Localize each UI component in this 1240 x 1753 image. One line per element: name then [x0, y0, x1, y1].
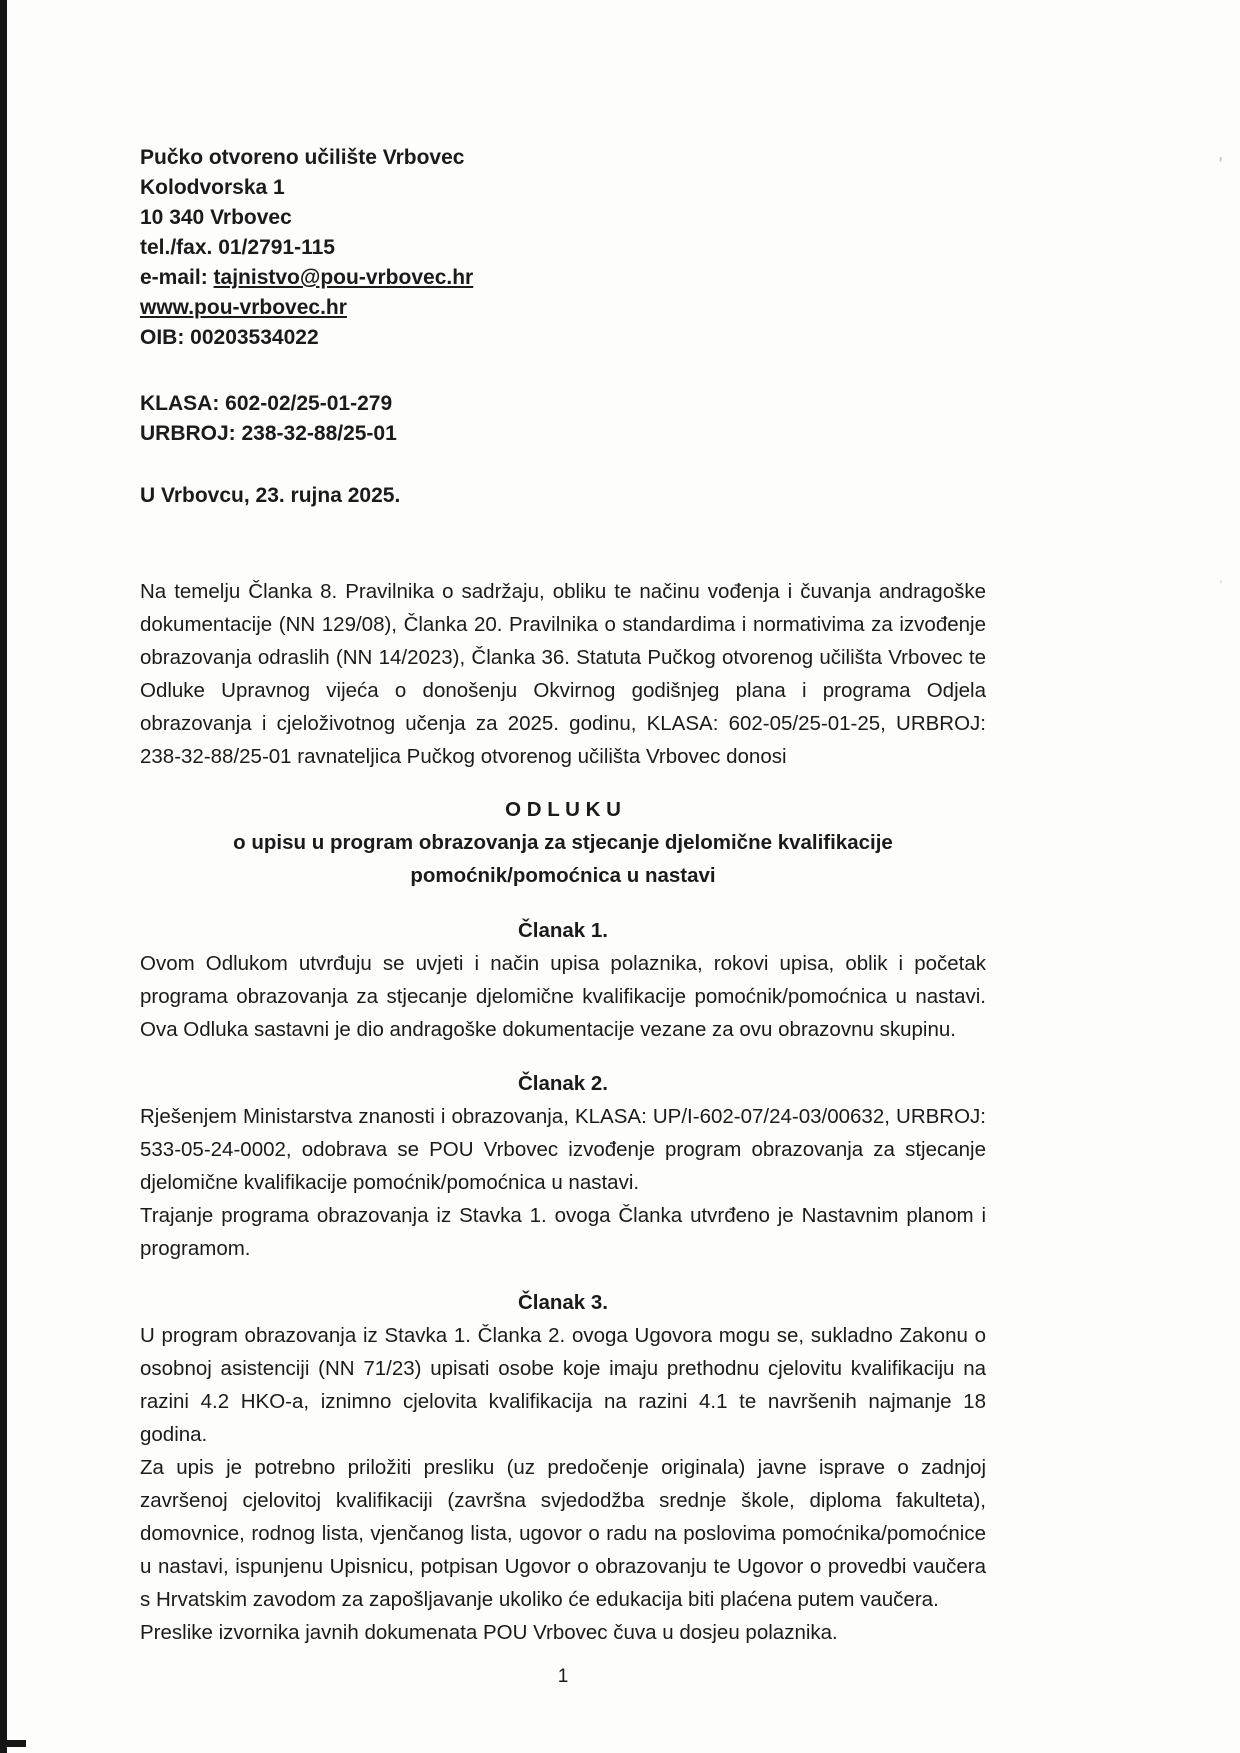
letterhead-city: 10 340 Vrbovec [140, 206, 292, 229]
scan-edge-foot-artifact [6, 1740, 26, 1747]
decision-subtitle-line1: o upisu u program obrazovanja za stjecanje djelomične kvalifikacije [233, 831, 893, 854]
preamble-paragraph: Na temelju Članka 8. Pravilnika o sadržaju, obliku te načinu vođenja i čuvanja andragoške dokumentacije (NN 129/08), Članka 20. Pravilnika o standardima i normativima za izvođenje obrazovanja odraslih (NN 14/2023), Članka 36. Statuta Pučkog otvorenog učilišta Vrbovec te Odluke Upravnog vijeća o donošenju Okvirnog godišnjeg plana i programa Odjela obrazovanja i cjeloživotnog učenja za 2025. godinu, KLASA: 602-05/25-01-25, URBROJ: 238-32-88/25-01 ravnateljica Pučkog otvorenog učilišta Vrbovec donosi [140, 580, 986, 768]
scan-speck: ' [1216, 153, 1224, 177]
letterhead-street: Kolodvorska 1 [140, 176, 285, 199]
article-1-paragraph: Ovom Odlukom utvrđuju se uvjeti i način upisa polaznika, rokovi upisa, oblik i početak programa obrazovanja za stjecanje djelomične kvalifikacije pomoćnik/pomoćnica u nastavi. Ova Odluka sastavni je dio andragoške dokumentacije vezane za ovu obrazovnu skupinu. [140, 952, 986, 1041]
article-3-paragraph: Za upis je potrebno priložiti presliku (uz predočenje originala) javne isprave o zadnjoj završenoj cjelovitoj kvalifikaciji (završna svjedodžba srednje škole, diploma fakulteta), domovnice, rodnog lista, vjenčanog lista, ugovor o radu na poslovima pomoćnika/pomoćnice u nastavi, ispunjenu Upisnicu, potpisan Ugovor o obrazovanju te Ugovor o provedbi vaučera s Hrvatskim zavodom za zapošljavanje ukoliko će edukacija biti plaćena putem vaučera. [140, 1456, 986, 1611]
letterhead-phone: tel./fax. 01/2791-115 [140, 236, 335, 259]
klasa-number: KLASA: 602-02/25-01-279 [140, 392, 393, 415]
letterhead-oib: OIB: 00203534022 [140, 326, 319, 349]
decision-title: O D L U K U [505, 798, 621, 821]
letterhead-email-line [140, 263, 986, 293]
article-3-paragraph: U program obrazovanja iz Stavka 1. Članka 2. ovoga Ugovora mogu se, sukladno Zakonu o osobnoj asistenciji (NN 71/23) upisati osobe koje imaju prethodnu cjelovitu kvalifikaciju na razini 4.2 HKO-a, iznimno cjelovita kvalifikacija na razini 4.1 te navršenih najmanje 18 godina. [140, 1324, 986, 1446]
dateline: U Vrbovcu, 23. rujna 2025. [140, 484, 401, 507]
email-link: tajnistvo@pou-vrbovec.hr [213, 266, 474, 289]
article-2-paragraph: Trajanje programa obrazovanja iz Stavka 1. ovoga Članka utvrđeno je Nastavnim planom i programom. [140, 1204, 986, 1260]
article-2-heading: Članak 2. [517, 1072, 609, 1095]
article-3-heading: Članak 3. [517, 1291, 609, 1314]
letterhead-org-name: Pučko otvoreno učilište Vrbovec [140, 146, 465, 169]
letterhead [140, 143, 986, 353]
email-label: e-mail: [140, 266, 214, 289]
article-3-paragraph: Preslike izvornika javnih dokumenata POU Vrbovec čuva u dosjeu polaznika. [140, 1621, 838, 1644]
website-link: www.pou-vrbovec.hr [140, 296, 347, 319]
article-1-heading: Članak 1. [517, 919, 609, 942]
page-number: 1 [557, 1666, 569, 1687]
article-2-paragraph: Rješenjem Ministarstva znanosti i obrazovanja, KLASA: UP/I-602-07/24-03/00632, URBROJ: 533-05-24-0002, odobrava se POU Vrbovec izvođenje program obrazovanja za stjecanje djelomične kvalifikacije pomoćnik/pomoćnica u nastavi. [140, 1105, 986, 1194]
document-content [140, 0, 986, 1689]
scan-speck: ' [1220, 578, 1223, 592]
decision-subtitle-line2: pomoćnik/pomoćnica u nastavi [410, 864, 716, 887]
reference-block [140, 389, 986, 449]
urbroj-number: URBROJ: 238-32-88/25-01 [140, 422, 397, 445]
scan-edge-artifact [0, 0, 7, 1753]
